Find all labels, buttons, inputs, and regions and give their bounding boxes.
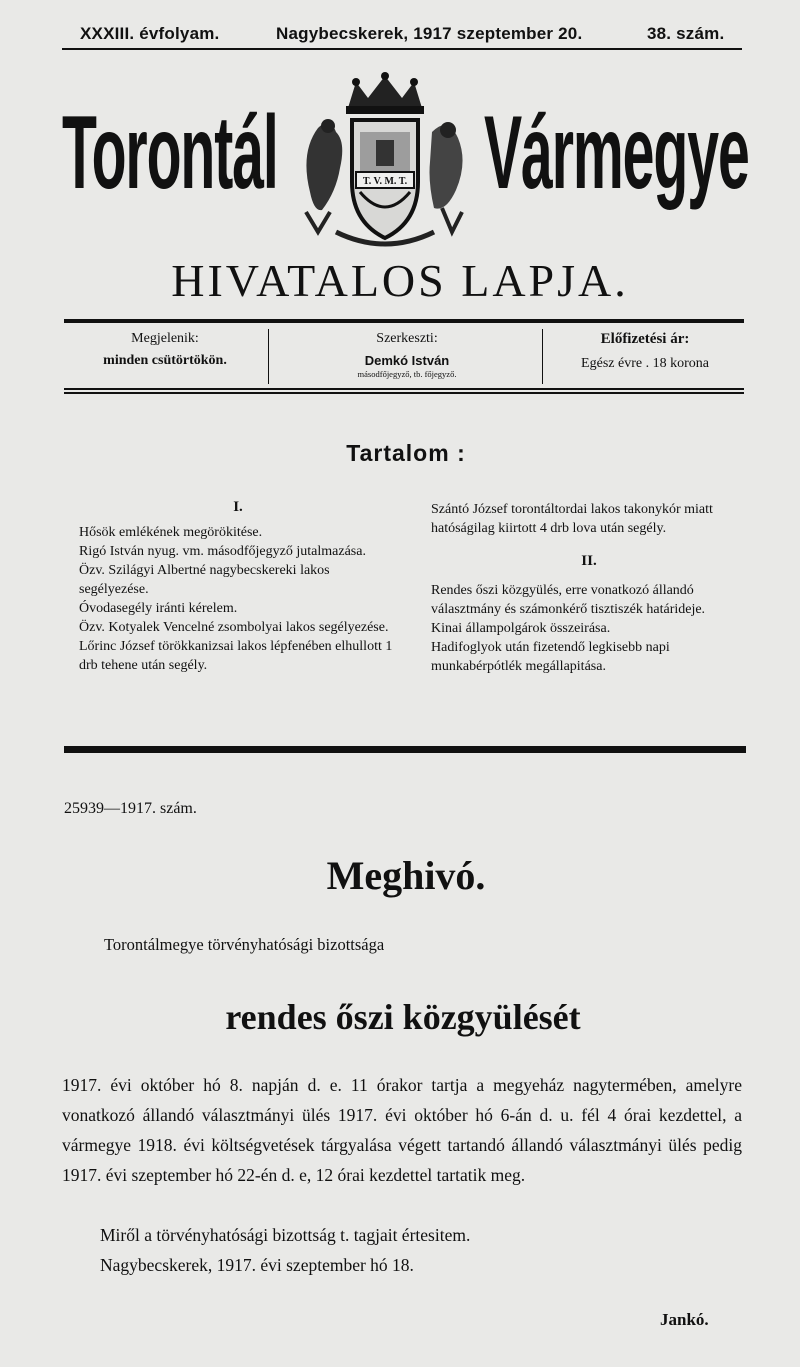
- notice-paragraph: 1917. évi október hó 8. napján d. e. 11 órakor tartja a megyeház nagytermében, amelyre vonatkozó állandó választmányi ülés 1917. évi október hó 6-án d. u. fél 4 órai kezdettel, a vármegye 1918. évi költségvetések tárgyalása végett tartandó állandó választmányi ülés pedig 1917. évi szeptember hó 22-én d. e, 12 órai kezdettel tartatik meg.: [62, 1075, 742, 1185]
- issue-header: [62, 20, 742, 50]
- info-divider: [542, 329, 543, 384]
- list-item: Szántó József torontáltordai lakos takonykór miatt hatóságilag kiirtott 4 drb lova után segély.: [431, 502, 713, 536]
- info-box: [64, 323, 744, 388]
- place-date: Nagybecskerek, 1917 szeptember 20.: [276, 24, 583, 43]
- list-item: Özv. Szilágyi Albertné nagybecskereki lakos segélyezése.: [79, 563, 330, 597]
- issue-number: 38. szám.: [647, 24, 725, 43]
- info-divider: [268, 329, 269, 384]
- list-item: Hadifoglyok után fizetendő legkisebb napi munkabérpótlék megállapitása.: [431, 640, 670, 674]
- editor-column: [272, 331, 542, 379]
- list-item: Özv. Kotyalek Vencelné zsombolyai lakos segélyezése.: [79, 620, 389, 635]
- masthead-title-right: Vármegye: [484, 95, 749, 211]
- header-rule: [62, 48, 742, 50]
- contents-right-column: [431, 500, 747, 676]
- info-bottom-rule: [64, 388, 744, 390]
- masthead: [60, 72, 750, 252]
- masthead-subtitle: HIVATALOS LAPJA.: [171, 255, 629, 306]
- price-column: [546, 331, 744, 372]
- editor-title: másodfőjegyző, tb. főjegyző.: [357, 369, 457, 379]
- coat-of-arms-icon: [296, 72, 474, 250]
- editor-name: Demkó István: [364, 353, 450, 368]
- notice-headline: rendes őszi közgyülését: [225, 997, 581, 1037]
- section-1-numeral: I.: [233, 499, 243, 515]
- notice-title: Meghivó.: [326, 853, 486, 898]
- volume-label: XXXIII. évfolyam.: [80, 24, 220, 43]
- appears-label: Megjelenik:: [131, 331, 199, 346]
- section-2-numeral: II.: [581, 553, 597, 569]
- appears-column: [64, 331, 266, 369]
- notice-signature: Jankó.: [660, 1310, 709, 1329]
- notice-intro: Torontálmegye törvényhatósági bizottsága: [104, 935, 385, 954]
- price-value: Egész évre . 18 korona: [581, 356, 709, 371]
- masthead-title-left: Torontál: [62, 95, 278, 211]
- notice-notify: Miről a törvényhatósági bizottság t. tagjait értesitem.: [100, 1225, 471, 1245]
- coat-of-arms-text: T. V. M. T.: [362, 176, 408, 187]
- list-item: Rendes őszi közgyülés, erre vonatkozó állandó választmány és számonkérő tisztiszék határideje.: [431, 583, 706, 617]
- notice-date-line: Nagybecskerek, 1917. évi szeptember hó 18.: [100, 1255, 414, 1275]
- notice-number: 25939—1917. szám.: [64, 800, 197, 817]
- contents-left-column: [79, 498, 397, 675]
- list-item: Kinai állampolgárok összeirása.: [431, 621, 611, 636]
- list-item: Hősök emlékének megörökitése.: [79, 525, 263, 540]
- editor-label: Szerkeszti:: [376, 331, 438, 346]
- list-item: Rigó István nyug. vm. másodfőjegyző jutalmazása.: [79, 544, 366, 559]
- info-bottom-rule-2: [64, 392, 744, 394]
- contents-bottom-rule: [64, 746, 746, 753]
- price-label: Előfizetési ár:: [600, 331, 690, 347]
- appears-value: minden csütörtökön.: [103, 353, 227, 368]
- contents-title: Tartalom :: [346, 440, 466, 466]
- list-item: Óvodasegély iránti kérelem.: [79, 601, 238, 616]
- list-item: Lőrinc József törökkanizsai lakos lépfenében elhullott 1 drb tehene után segély.: [79, 639, 393, 673]
